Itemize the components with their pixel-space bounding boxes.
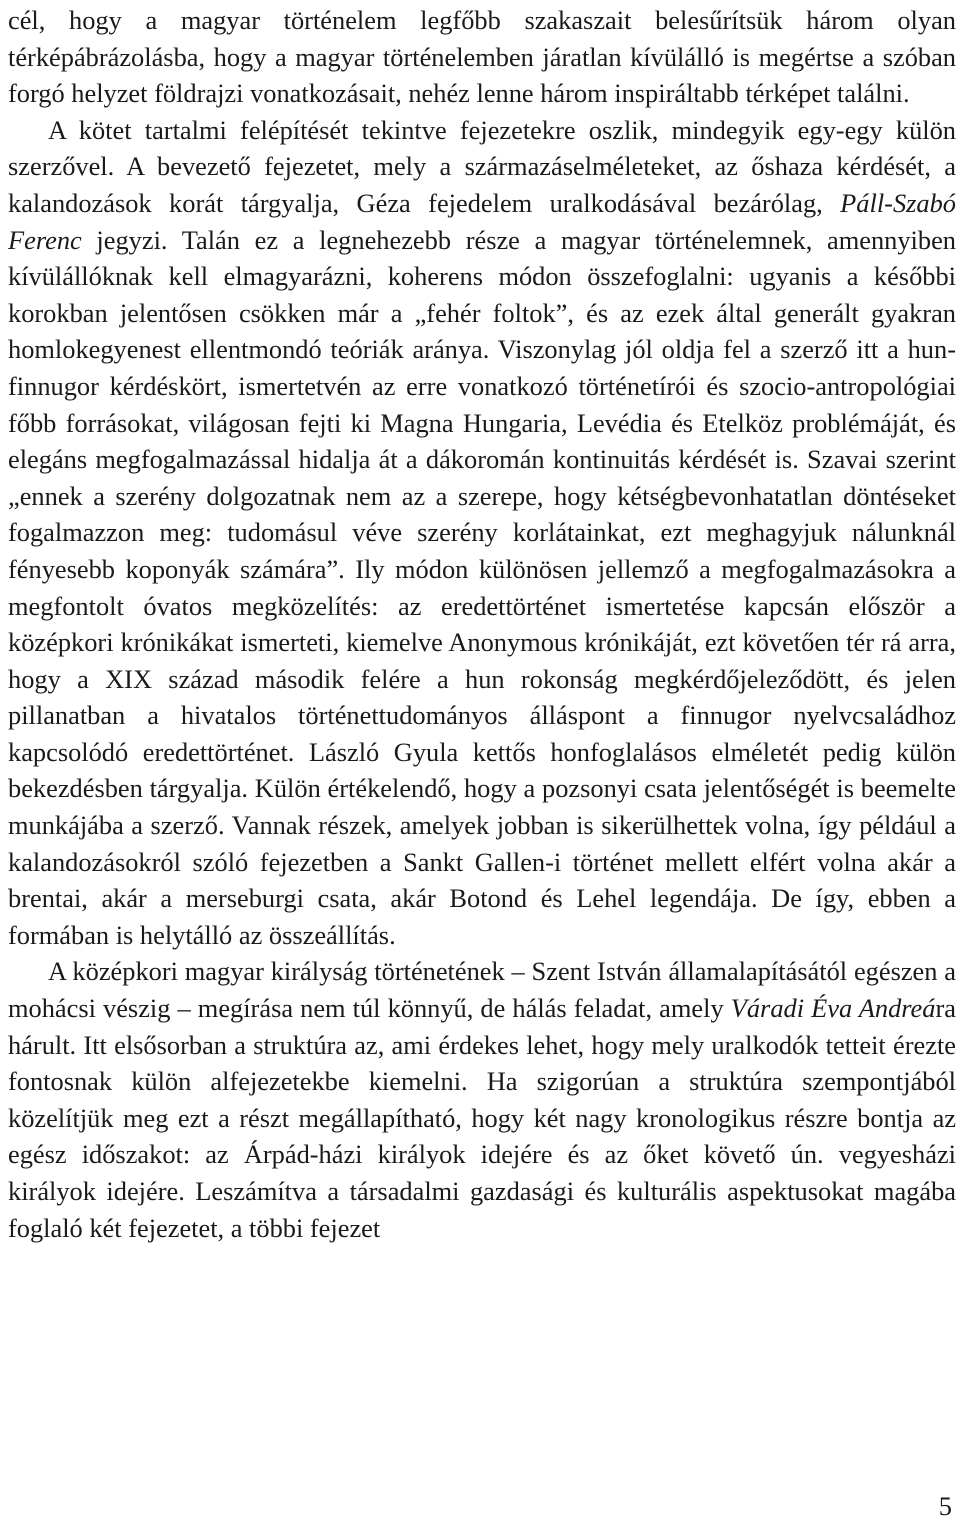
paragraph-3-text-start: A középkori magyar királyság történetének – Szent István államalapításától egészen a mohácsi vészig – megírása nem túl könnyű, de hálás feladat, amely — [8, 956, 956, 1024]
author-name-varadi: Váradi Éva Andreá — [730, 993, 936, 1024]
document-body — [8, 2, 956, 1246]
paragraph-3 — [8, 953, 956, 1246]
author-name-pall-szabo: Páll-Szabó Ferenc — [8, 187, 956, 255]
paragraph-2 — [8, 112, 956, 954]
paragraph-1 — [8, 2, 956, 112]
paragraph-1-text: cél, hogy a magyar történelem legfőbb szakaszait belesűrítsük három olyan térképábrázolásba, hogy a magyar történelemben járatlan kívülálló is megértse a szóban forgó helyzet földrajzi vonatkozásait, nehéz lenne három inspiráltabb térképet találni. — [8, 5, 956, 109]
paragraph-2-text-start: A kötet tartalmi felépítését tekintve fejezetekre oszlik, mindegyik egy-egy külön szerzővel. A bevezető fejezetet, mely a származáselméleteket, az őshaza kérdését, a kalandozások korát tárgyalja, Géza fejedelem uralkodásával bezárólag, — [8, 114, 956, 218]
page-number: 5 — [938, 1491, 952, 1521]
paragraph-2-text-end: jegyzi. Talán ez a legnehezebb része a magyar történelemnek, amennyiben kívülállóknak kell elmagyarázni, koherens módon összefoglalni: ugyanis a későbbi korokban jelentősen csökken már a „fehér foltok”, és az ezek által generált gyakran homlokegyenest ellentmondó teóriák aránya. Viszonylag jól oldja fel a szerző itt a hun-finnugor kérdéskört, ismertetvén az erre vonatkozó történetírói és szocio-antropológiai főbb forrásokat, világosan fejti ki Magna Hungaria, Levédia és Etelköz problémáját, és elegáns megfogalmazással hidalja át a dákoromán kontinuitás kérdését is. Szavai szerint „ennek a szerény dolgozatnak nem az a szerepe, hogy kétségbevonhatatlan döntéseket fogalmazzon meg: tudomásul véve szerény korlátainkat, ezt meghagyjuk nálunknál fényesebb koponyák számára”. Ily módon különösen jellemző a megfogalmazásokra a megfontolt óvatos megközelítés: az eredettörténet ismertetése kapcsán először a középkori krónikákat ismerteti, kiemelve Anonymous krónikáját, ezt követően tér rá arra, hogy a XIX század második felére a hun rokonság megkérdőjeleződött, és jelen pillanatban a hivatalos történettudományos álláspont a finnugor nyelvcsaládhoz kapcsolódó eredettörténet. László Gyula kettős honfoglalásos elméletét pedig külön bekezdésben tárgyalja. Külön értékelendő, hogy a pozsonyi csata jelentőségét is beemelte munkájába a szerző. Vannak részek, amelyek jobban is sikerülhettek volna, így például a kalandozásokról szóló fejezetben a Sankt Gallen-i történet mellett elfért volna akár a brentai, akár a merseburgi csata, akár Botond és Lehel legendája. De így, ebben a formában is helytálló az összeállítás. — [8, 224, 956, 950]
paragraph-3-text-end: ra hárult. Itt elsősorban a struktúra az, ami érdekes lehet, hogy mely uralkodók tetteit érezte fontosnak külön alfejezetekbe kiemelni. Ha szigorúan a struktúra szempontjából közelítjük meg ezt a részt megállapítható, hogy két nagy kronologikus részre bontja az egész időszakot: az Árpád-házi királyok idejére és az őket követő ún. vegyesházi királyok idejére. Leszámítva a társadalmi gazdasági és kulturális aspektusokat magába foglaló két fejezetet, a többi fejezet — [8, 993, 956, 1243]
